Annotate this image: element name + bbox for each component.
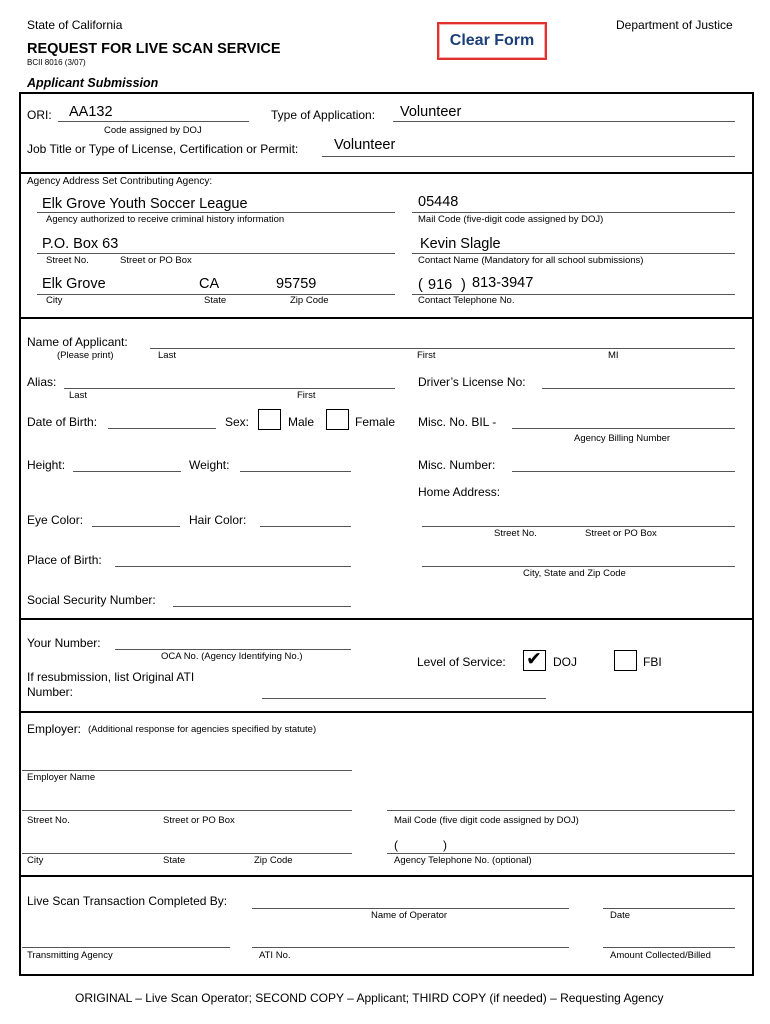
your-number-label: Your Number: — [27, 636, 101, 650]
footer-copy-distribution: ORIGINAL – Live Scan Operator; SECOND COPY – Applicant; THIRD COPY (if needed) – Requesting Agency — [75, 991, 664, 1005]
street-caption: Street or PO Box — [120, 255, 192, 266]
employer-name-field[interactable] — [22, 770, 352, 771]
employer-phone-paren-close: ) — [443, 838, 447, 852]
height-field[interactable] — [73, 471, 181, 472]
last-name-caption: Last — [158, 350, 176, 361]
fbi-label: FBI — [643, 655, 662, 669]
phone-field[interactable]: 813-3947 — [472, 275, 534, 291]
billing-caption: Agency Billing Number — [574, 433, 671, 444]
alias-last-caption: Last — [69, 390, 87, 401]
home-address-label: Home Address: — [418, 485, 501, 499]
eye-color-label: Eye Color: — [27, 513, 84, 527]
employer-name-caption: Employer Name — [27, 772, 96, 783]
employer-street-no-caption: Street No. — [27, 815, 70, 826]
state-caption: State — [204, 295, 227, 306]
type-of-application-label: Type of Application: — [271, 108, 376, 122]
department-label: Department of Justice — [616, 18, 733, 32]
state-label: State of California — [27, 18, 123, 32]
misc-number-field[interactable] — [512, 471, 735, 472]
misc-number-label: Misc. Number: — [418, 458, 496, 472]
doj-label: DOJ — [553, 655, 577, 669]
ati-caption: ATI No. — [259, 950, 291, 961]
city-caption: City — [46, 295, 63, 306]
employer-state-caption: State — [163, 855, 186, 866]
ori-caption: Code assigned by DOJ — [104, 125, 202, 136]
female-label: Female — [355, 415, 396, 429]
sex-label: Sex: — [225, 415, 250, 429]
employer-phone-paren-open: ( — [394, 838, 398, 852]
employer-street-caption: Street or PO Box — [163, 815, 235, 826]
agency-state-field[interactable]: CA — [199, 276, 220, 292]
employer-city-caption: City — [27, 855, 44, 866]
agency-name-caption: Agency authorized to receive criminal history information — [46, 214, 285, 225]
home-street-field[interactable] — [422, 526, 735, 527]
applicant-name-label: Name of Applicant: — [27, 335, 128, 349]
your-number-field[interactable] — [115, 649, 351, 650]
doj-checkbox[interactable] — [523, 650, 546, 671]
male-label: Male — [288, 415, 315, 429]
ori-label: ORI: — [27, 108, 52, 122]
agency-street-field[interactable]: P.O. Box 63 — [42, 236, 119, 252]
type-of-application-field[interactable]: Volunteer — [400, 104, 462, 120]
transmitting-agency-caption: Transmitting Agency — [27, 950, 113, 961]
mi-caption: MI — [608, 350, 619, 361]
clear-form-button[interactable]: Clear Form — [437, 22, 547, 60]
weight-label: Weight: — [189, 458, 230, 472]
resubmission-label-line2: Number: — [27, 685, 74, 699]
agency-city-field[interactable]: Elk Grove — [42, 276, 106, 292]
phone-caption: Contact Telephone No. — [418, 295, 515, 306]
operator-caption: Name of Operator — [371, 910, 448, 921]
mail-code-caption: Mail Code (five-digit code assigned by DOJ) — [418, 214, 604, 225]
weight-field[interactable] — [240, 471, 351, 472]
employer-city-field[interactable] — [22, 853, 352, 854]
ori-field[interactable]: AA132 — [69, 104, 113, 120]
agency-name-field[interactable]: Elk Grove Youth Soccer League — [42, 196, 248, 212]
first-name-caption: First — [417, 350, 436, 361]
ati-number-field[interactable] — [252, 947, 569, 948]
check-icon: ✔ — [526, 648, 542, 670]
oca-caption: OCA No. (Agency Identifying No.) — [161, 651, 303, 662]
resubmission-label-line1: If resubmission, list Original ATI — [27, 670, 195, 684]
original-ati-field[interactable] — [262, 698, 546, 699]
zip-caption: Zip Code — [290, 295, 329, 306]
amount-field[interactable] — [603, 947, 735, 948]
operator-name-field[interactable] — [252, 908, 569, 909]
employer-phone-caption: Agency Telephone No. (optional) — [394, 855, 532, 866]
date-field[interactable] — [603, 908, 735, 909]
applicant-name-field[interactable] — [150, 348, 735, 349]
fbi-checkbox[interactable] — [614, 650, 637, 671]
alias-label: Alias: — [27, 375, 57, 389]
level-of-service-label: Level of Service: — [417, 655, 506, 669]
employer-phone-field[interactable] — [387, 853, 735, 854]
area-code-field[interactable]: 916 — [428, 277, 453, 293]
alias-first-caption: First — [297, 390, 316, 401]
employer-zip-caption: Zip Code — [254, 855, 293, 866]
phone-paren-close: ) — [461, 277, 466, 293]
agency-header: Agency Address Set Contributing Agency: — [27, 176, 213, 187]
agency-zip-field[interactable]: 95759 — [276, 276, 317, 292]
contact-name-field[interactable]: Kevin Slagle — [420, 236, 501, 252]
misc-bil-field[interactable] — [512, 428, 735, 429]
contact-name-caption: Contact Name (Mandatory for all school submissions) — [418, 255, 644, 266]
ssn-label: Social Security Number: — [27, 593, 156, 607]
form-id: BCII 8016 (3/07) — [27, 58, 86, 67]
date-caption: Date — [610, 910, 631, 921]
place-of-birth-label: Place of Birth: — [27, 553, 102, 567]
please-print-caption: (Please print) — [57, 350, 114, 361]
job-title-label: Job Title or Type of License, Certification or Permit: — [27, 142, 299, 156]
job-title-field[interactable]: Volunteer — [334, 137, 396, 153]
drivers-license-field[interactable] — [542, 388, 735, 389]
ssn-field[interactable] — [173, 606, 351, 607]
home-street-no-caption: Street No. — [494, 528, 537, 539]
amount-caption: Amount Collected/Billed — [610, 950, 711, 961]
home-street-caption: Street or PO Box — [585, 528, 657, 539]
mail-code-field[interactable]: 05448 — [418, 194, 459, 210]
drivers-license-label: Driver’s License No: — [418, 375, 526, 389]
employer-mail-code-field[interactable] — [387, 810, 735, 811]
form-title: REQUEST FOR LIVE SCAN SERVICE — [27, 41, 281, 57]
employer-mail-code-caption: Mail Code (five digit code assigned by DOJ) — [394, 815, 579, 826]
hair-color-label: Hair Color: — [189, 513, 247, 527]
dob-field[interactable] — [108, 428, 216, 429]
phone-paren-open: ( — [418, 277, 423, 293]
home-city-field[interactable] — [422, 566, 735, 567]
street-no-caption: Street No. — [46, 255, 89, 266]
employer-label: Employer: — [27, 722, 82, 736]
employer-note: (Additional response for agencies specified by statute) — [88, 724, 317, 735]
misc-bil-label: Misc. No. BIL - — [418, 415, 497, 429]
employer-street-field[interactable] — [22, 810, 352, 811]
transaction-label: Live Scan Transaction Completed By: — [27, 894, 228, 908]
hair-color-field[interactable] — [260, 526, 351, 527]
female-checkbox[interactable] — [326, 409, 349, 430]
place-of-birth-field[interactable] — [115, 566, 351, 567]
transmitting-agency-field[interactable] — [22, 947, 230, 948]
section-subtitle: Applicant Submission — [27, 76, 159, 90]
male-checkbox[interactable] — [258, 409, 281, 430]
alias-field[interactable] — [64, 388, 395, 389]
dob-label: Date of Birth: — [27, 415, 98, 429]
eye-color-field[interactable] — [92, 526, 180, 527]
height-label: Height: — [27, 458, 66, 472]
city-state-zip-caption: City, State and Zip Code — [523, 568, 626, 579]
